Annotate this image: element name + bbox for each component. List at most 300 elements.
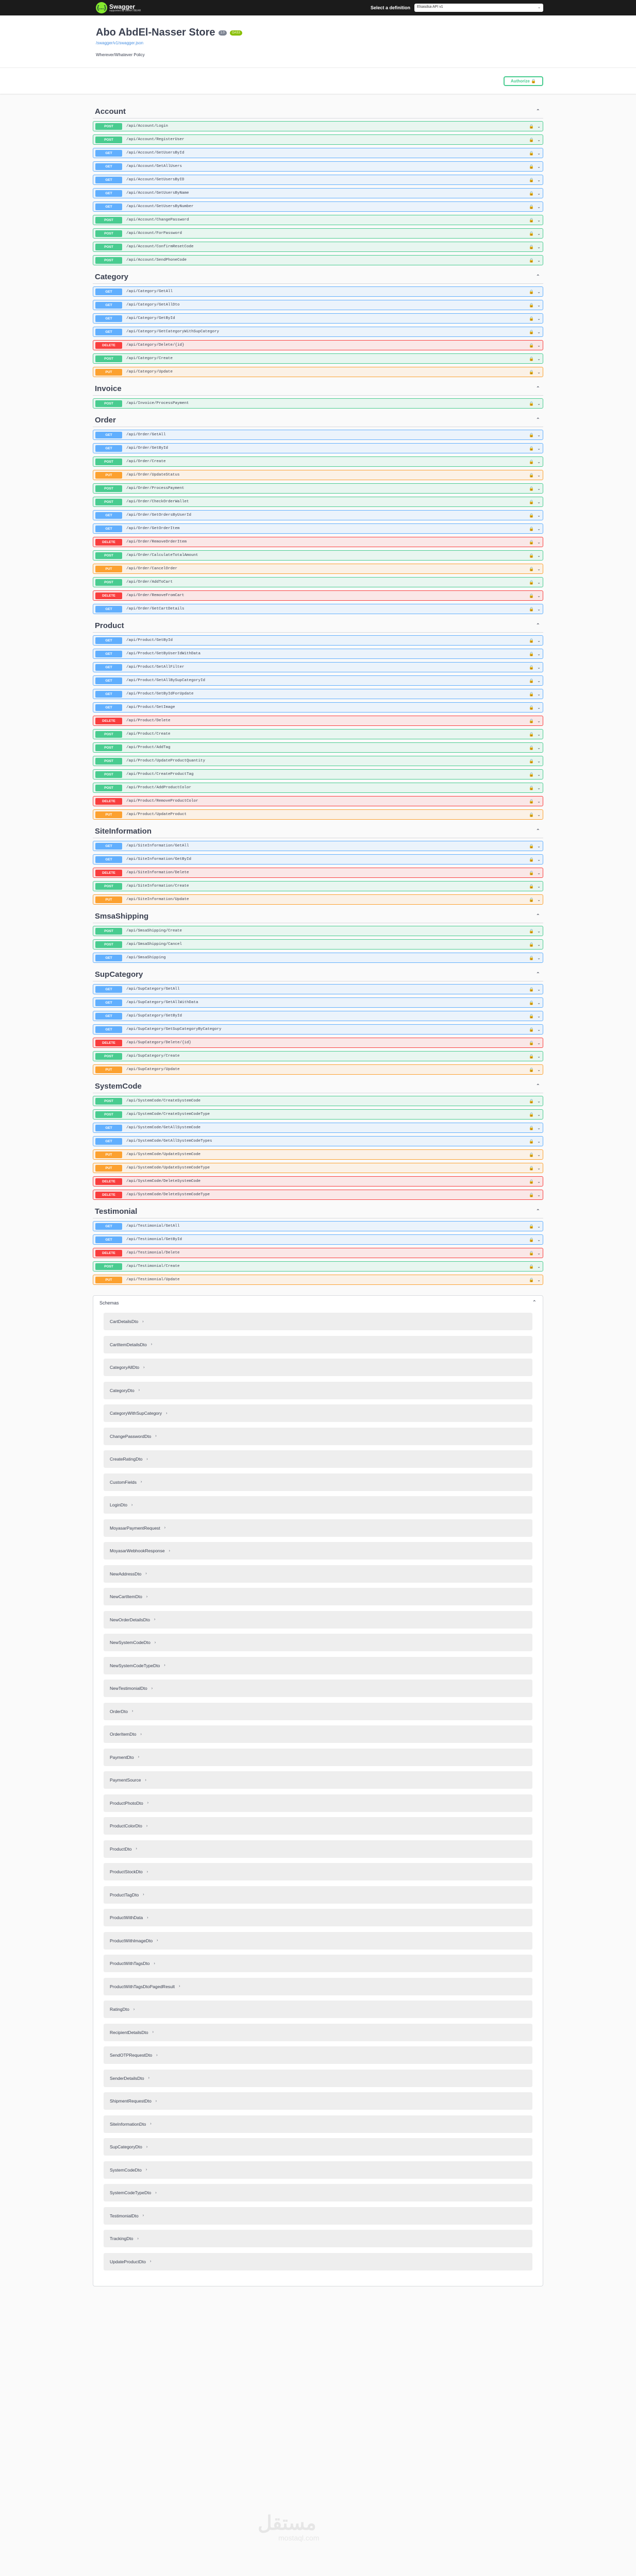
lock-icon[interactable]: 🔒 bbox=[529, 1000, 534, 1005]
tag-header-smsashipping[interactable] bbox=[93, 910, 543, 923]
schema-model[interactable] bbox=[104, 2092, 532, 2110]
lock-icon[interactable]: 🔒 bbox=[529, 745, 534, 750]
tag-name: SystemCode bbox=[95, 1082, 142, 1091]
schema-model[interactable] bbox=[104, 1817, 532, 1835]
operation-row[interactable] bbox=[93, 881, 543, 891]
chevron-down-icon[interactable]: ⌄ bbox=[537, 302, 541, 308]
lock-icon[interactable]: 🔒 bbox=[529, 164, 534, 169]
operation-row[interactable] bbox=[93, 729, 543, 739]
tag-header-siteinformation[interactable] bbox=[93, 825, 543, 838]
schema-model[interactable] bbox=[104, 1542, 532, 1560]
chevron-down-icon[interactable]: ⌄ bbox=[537, 316, 541, 321]
chevron-down-icon[interactable]: ⌄ bbox=[537, 566, 541, 571]
operation-row[interactable] bbox=[93, 201, 543, 212]
definition-dropdown[interactable] bbox=[414, 4, 543, 12]
operation-row[interactable] bbox=[93, 662, 543, 672]
chevron-down-icon[interactable]: ⌄ bbox=[537, 1000, 541, 1005]
lock-icon[interactable]: 🔒 bbox=[529, 356, 534, 361]
lock-icon[interactable]: 🔒 bbox=[529, 124, 534, 129]
operation-row[interactable] bbox=[93, 675, 543, 686]
chevron-down-icon[interactable]: ⌄ bbox=[537, 665, 541, 670]
chevron-up-icon: ⌃ bbox=[535, 109, 540, 114]
operation-row[interactable] bbox=[93, 1190, 543, 1200]
operation-row[interactable] bbox=[93, 550, 543, 561]
method-badge: POST bbox=[95, 137, 122, 143]
lock-icon[interactable]: 🔒 bbox=[529, 651, 534, 656]
authorize-button[interactable] bbox=[504, 76, 543, 86]
chevron-down-icon[interactable]: ⌄ bbox=[537, 369, 541, 375]
chevron-down-icon[interactable]: ⌄ bbox=[537, 204, 541, 209]
chevron-down-icon[interactable]: ⌄ bbox=[537, 1250, 541, 1256]
lock-icon[interactable]: 🔒 bbox=[529, 204, 534, 209]
lock-icon[interactable]: 🔒 bbox=[529, 942, 534, 947]
lock-icon[interactable]: 🔒 bbox=[529, 799, 534, 804]
operation-row[interactable] bbox=[93, 353, 543, 364]
lock-icon[interactable]: 🔒 bbox=[529, 606, 534, 612]
operation-row[interactable] bbox=[93, 1123, 543, 1133]
schema-model[interactable] bbox=[104, 1886, 532, 1904]
chevron-down-icon[interactable]: ⌄ bbox=[537, 553, 541, 558]
chevron-down-icon[interactable]: ⌄ bbox=[537, 593, 541, 598]
chevron-right-icon: › bbox=[154, 1961, 155, 1965]
operation-row[interactable] bbox=[93, 635, 543, 646]
lock-icon[interactable]: 🔒 bbox=[529, 1027, 534, 1032]
operation-row[interactable] bbox=[93, 510, 543, 520]
chevron-down-icon[interactable]: ⌄ bbox=[537, 1098, 541, 1104]
chevron-down-icon[interactable]: ⌄ bbox=[537, 1152, 541, 1157]
operation-row[interactable] bbox=[93, 1149, 543, 1160]
schema-model[interactable] bbox=[104, 1794, 532, 1812]
lock-icon[interactable]: 🔒 bbox=[529, 1139, 534, 1144]
chevron-down-icon[interactable]: ⌄ bbox=[537, 513, 541, 518]
operation-row[interactable] bbox=[93, 523, 543, 534]
model-name: CartItemDetailsDto bbox=[110, 1342, 147, 1347]
schema-model[interactable] bbox=[104, 1863, 532, 1880]
schema-model[interactable] bbox=[104, 2184, 532, 2201]
operation-row[interactable] bbox=[93, 783, 543, 793]
operation-row[interactable] bbox=[93, 228, 543, 239]
chevron-down-icon[interactable]: ⌄ bbox=[537, 870, 541, 875]
chevron-down-icon[interactable]: ⌄ bbox=[537, 539, 541, 545]
chevron-down-icon[interactable]: ⌄ bbox=[537, 1067, 541, 1072]
operation-row[interactable] bbox=[93, 161, 543, 172]
lock-icon[interactable]: 🔒 bbox=[529, 718, 534, 723]
operation-row[interactable] bbox=[93, 702, 543, 713]
chevron-down-icon[interactable]: ⌄ bbox=[537, 164, 541, 169]
operation-row[interactable] bbox=[93, 1024, 543, 1035]
lock-icon[interactable]: 🔒 bbox=[529, 289, 534, 294]
schema-model[interactable] bbox=[104, 2070, 532, 2087]
schema-model[interactable] bbox=[104, 1749, 532, 1766]
operation-row[interactable] bbox=[93, 1163, 543, 1173]
operation-row[interactable] bbox=[93, 1221, 543, 1231]
operation-row[interactable] bbox=[93, 649, 543, 659]
lock-icon[interactable]: 🔒 bbox=[529, 732, 534, 737]
lock-icon[interactable]: 🔒 bbox=[529, 1152, 534, 1157]
lock-icon[interactable]: 🔒 bbox=[529, 1125, 534, 1130]
lock-icon[interactable]: 🔒 bbox=[529, 1067, 534, 1072]
operation-row[interactable] bbox=[93, 497, 543, 507]
chevron-down-icon[interactable]: ⌄ bbox=[537, 799, 541, 804]
chevron-down-icon[interactable]: ⌄ bbox=[537, 580, 541, 585]
lock-icon[interactable]: 🔒 bbox=[529, 705, 534, 710]
operation-row[interactable] bbox=[93, 255, 543, 265]
chevron-down-icon[interactable]: ⌄ bbox=[537, 432, 541, 437]
schema-model[interactable] bbox=[104, 1496, 532, 1514]
schema-model[interactable] bbox=[104, 2230, 532, 2247]
chevron-down-icon[interactable]: ⌄ bbox=[537, 446, 541, 451]
lock-icon[interactable]: 🔒 bbox=[529, 785, 534, 790]
schema-model[interactable] bbox=[104, 2115, 532, 2133]
lock-icon[interactable]: 🔒 bbox=[529, 1250, 534, 1256]
lock-icon[interactable]: 🔒 bbox=[529, 1013, 534, 1019]
chevron-down-icon[interactable]: ⌄ bbox=[537, 1027, 541, 1032]
chevron-down-icon[interactable]: ⌄ bbox=[537, 217, 541, 223]
operation-row[interactable] bbox=[93, 953, 543, 963]
chevron-down-icon[interactable]: ⌄ bbox=[537, 651, 541, 656]
method-badge: POST bbox=[95, 459, 122, 465]
schema-model[interactable] bbox=[104, 1771, 532, 1789]
operation-row[interactable] bbox=[93, 134, 543, 145]
chevron-down-icon[interactable]: ⌄ bbox=[537, 758, 541, 764]
operation-path: /api/Account/ChangePassword bbox=[126, 218, 189, 222]
operation-row[interactable] bbox=[93, 367, 543, 377]
operation-row[interactable] bbox=[93, 997, 543, 1008]
chevron-down-icon[interactable]: ⌄ bbox=[537, 472, 541, 478]
chevron-down-icon[interactable]: ⌄ bbox=[537, 177, 541, 182]
lock-icon[interactable]: 🔒 bbox=[529, 678, 534, 683]
operation-row[interactable] bbox=[93, 1064, 543, 1075]
chevron-down-icon[interactable]: ⌄ bbox=[537, 705, 541, 710]
lock-icon[interactable]: 🔒 bbox=[529, 329, 534, 334]
operation-row[interactable] bbox=[93, 242, 543, 252]
lock-icon[interactable]: 🔒 bbox=[529, 191, 534, 196]
lock-icon[interactable]: 🔒 bbox=[529, 459, 534, 464]
schema-model[interactable] bbox=[104, 2207, 532, 2225]
operation-row[interactable] bbox=[93, 443, 543, 453]
operation-row[interactable] bbox=[93, 1136, 543, 1146]
schema-model[interactable] bbox=[104, 1657, 532, 1674]
lock-icon[interactable]: 🔒 bbox=[529, 343, 534, 348]
lock-icon[interactable]: 🔒 bbox=[529, 1098, 534, 1104]
operation-row[interactable] bbox=[93, 894, 543, 905]
schema-model[interactable] bbox=[104, 1909, 532, 1926]
lock-icon[interactable]: 🔒 bbox=[529, 316, 534, 321]
lock-icon[interactable]: 🔒 bbox=[529, 691, 534, 697]
lock-icon[interactable]: 🔒 bbox=[529, 897, 534, 902]
chevron-down-icon[interactable]: ⌄ bbox=[537, 137, 541, 142]
chevron-down-icon[interactable]: ⌄ bbox=[537, 1264, 541, 1269]
operation-row[interactable] bbox=[93, 716, 543, 726]
operation-row[interactable] bbox=[93, 483, 543, 494]
operation-row[interactable] bbox=[93, 1234, 543, 1245]
schema-model[interactable] bbox=[104, 2253, 532, 2270]
chevron-right-icon: › bbox=[155, 2099, 157, 2103]
chevron-down-icon[interactable]: ⌄ bbox=[537, 1192, 541, 1197]
schema-model[interactable] bbox=[104, 1519, 532, 1537]
chevron-down-icon[interactable]: ⌄ bbox=[537, 638, 541, 643]
chevron-down-icon[interactable]: ⌄ bbox=[537, 745, 541, 750]
schema-model[interactable] bbox=[104, 1703, 532, 1720]
chevron-down-icon[interactable]: ⌄ bbox=[537, 678, 541, 683]
lock-icon[interactable]: 🔒 bbox=[529, 843, 534, 849]
operation-row[interactable] bbox=[93, 537, 543, 547]
operation-row[interactable] bbox=[93, 340, 543, 350]
chevron-down-icon[interactable]: ⌄ bbox=[537, 1054, 541, 1059]
lock-icon[interactable]: 🔒 bbox=[529, 177, 534, 182]
operation-row[interactable] bbox=[93, 604, 543, 614]
lock-icon[interactable]: 🔒 bbox=[529, 472, 534, 478]
chevron-down-icon[interactable]: ⌄ bbox=[537, 785, 541, 790]
model-name: ProductDto bbox=[110, 1846, 132, 1852]
operation-row[interactable] bbox=[93, 188, 543, 198]
chevron-down-icon[interactable]: ⌄ bbox=[537, 401, 541, 406]
chevron-down-icon[interactable]: ⌄ bbox=[537, 718, 541, 723]
lock-icon[interactable]: 🔒 bbox=[529, 593, 534, 598]
operation-row[interactable] bbox=[93, 590, 543, 601]
chevron-down-icon[interactable]: ⌄ bbox=[537, 459, 541, 464]
lock-icon[interactable]: 🔒 bbox=[529, 1040, 534, 1045]
schema-model[interactable] bbox=[104, 1955, 532, 1972]
operation-row[interactable] bbox=[93, 577, 543, 587]
lock-icon[interactable]: 🔒 bbox=[529, 638, 534, 643]
lock-icon[interactable]: 🔒 bbox=[529, 446, 534, 451]
schema-model[interactable] bbox=[104, 1725, 532, 1743]
chevron-down-icon[interactable]: ⌄ bbox=[537, 244, 541, 249]
lock-icon[interactable]: 🔒 bbox=[529, 580, 534, 585]
chevron-down-icon[interactable]: ⌄ bbox=[537, 1224, 541, 1229]
chevron-down-icon[interactable]: ⌄ bbox=[537, 499, 541, 504]
chevron-down-icon[interactable]: ⌄ bbox=[537, 928, 541, 934]
operation-row[interactable] bbox=[93, 1096, 543, 1106]
schema-model[interactable] bbox=[104, 1382, 532, 1399]
operation-row[interactable] bbox=[93, 564, 543, 574]
chevron-down-icon[interactable]: ⌄ bbox=[537, 955, 541, 960]
lock-icon[interactable]: 🔒 bbox=[529, 1224, 534, 1229]
topbar bbox=[0, 0, 636, 15]
operation-row[interactable] bbox=[93, 689, 543, 699]
lock-icon[interactable]: 🔒 bbox=[529, 486, 534, 491]
lock-icon[interactable]: 🔒 bbox=[529, 1277, 534, 1282]
chevron-right-icon: › bbox=[150, 2122, 152, 2126]
lock-icon[interactable]: 🔒 bbox=[529, 955, 534, 960]
lock-icon[interactable]: 🔒 bbox=[529, 566, 534, 571]
chevron-right-icon: › bbox=[146, 1595, 148, 1599]
lock-icon[interactable]: 🔒 bbox=[529, 857, 534, 862]
schema-model[interactable] bbox=[104, 1565, 532, 1583]
operation-row[interactable] bbox=[93, 809, 543, 820]
chevron-down-icon[interactable]: ⌄ bbox=[537, 606, 541, 612]
lock-icon[interactable]: 🔒 bbox=[529, 513, 534, 518]
operation-row[interactable] bbox=[93, 175, 543, 185]
chevron-down-icon[interactable]: ⌄ bbox=[537, 987, 541, 992]
operation-row[interactable] bbox=[93, 796, 543, 806]
lock-icon[interactable]: 🔒 bbox=[529, 244, 534, 249]
tag-header-category[interactable] bbox=[93, 270, 543, 284]
operation-row[interactable] bbox=[93, 868, 543, 878]
operation-row[interactable] bbox=[93, 1051, 543, 1061]
lock-icon[interactable]: 🔒 bbox=[529, 369, 534, 375]
chevron-down-icon[interactable]: ⌄ bbox=[537, 1040, 541, 1045]
lock-icon[interactable]: 🔒 bbox=[529, 928, 534, 934]
chevron-down-icon[interactable]: ⌄ bbox=[537, 356, 541, 361]
chevron-down-icon[interactable]: ⌄ bbox=[537, 1179, 541, 1184]
schemas-title: Schemas bbox=[99, 1300, 119, 1306]
schema-model[interactable] bbox=[104, 1336, 532, 1353]
schema-model[interactable] bbox=[104, 1450, 532, 1468]
schema-model[interactable] bbox=[104, 1473, 532, 1491]
operation-row[interactable] bbox=[93, 984, 543, 994]
schema-model[interactable] bbox=[104, 1588, 532, 1605]
lock-icon[interactable]: 🔒 bbox=[529, 1192, 534, 1197]
chevron-down-icon[interactable]: ⌄ bbox=[537, 897, 541, 902]
lock-icon[interactable]: 🔒 bbox=[529, 772, 534, 777]
lock-icon[interactable]: 🔒 bbox=[529, 812, 534, 817]
lock-icon[interactable]: 🔒 bbox=[529, 217, 534, 223]
schema-model[interactable] bbox=[104, 2138, 532, 2156]
lock-icon[interactable]: 🔒 bbox=[529, 150, 534, 156]
chevron-down-icon[interactable]: ⌄ bbox=[537, 343, 541, 348]
operation-row[interactable] bbox=[93, 121, 543, 131]
operation-row[interactable] bbox=[93, 926, 543, 936]
operation-row[interactable] bbox=[93, 1275, 543, 1285]
chevron-up-icon: ⌃ bbox=[535, 386, 540, 392]
lock-icon[interactable]: 🔒 bbox=[529, 526, 534, 531]
lock-icon[interactable]: 🔒 bbox=[529, 1179, 534, 1184]
schema-model[interactable] bbox=[104, 1978, 532, 1995]
operation-row[interactable] bbox=[93, 398, 543, 409]
operation-row[interactable] bbox=[93, 1038, 543, 1048]
chevron-down-icon[interactable]: ⌄ bbox=[537, 942, 541, 947]
schema-model[interactable] bbox=[104, 2001, 532, 2018]
operation-row[interactable] bbox=[93, 1011, 543, 1021]
tag-header-systemcode[interactable] bbox=[93, 1080, 543, 1093]
chevron-down-icon[interactable]: ⌄ bbox=[537, 857, 541, 862]
operation-row[interactable] bbox=[93, 327, 543, 337]
operation-row[interactable] bbox=[93, 286, 543, 297]
lock-icon[interactable]: 🔒 bbox=[529, 1165, 534, 1171]
chevron-down-icon[interactable]: ⌄ bbox=[537, 289, 541, 294]
lock-icon[interactable]: 🔒 bbox=[529, 258, 534, 263]
lock-icon[interactable]: 🔒 bbox=[529, 137, 534, 142]
chevron-down-icon[interactable]: ⌄ bbox=[537, 191, 541, 196]
operation-row[interactable] bbox=[93, 854, 543, 865]
schemas-header[interactable] bbox=[98, 1300, 538, 1313]
chevron-down-icon[interactable]: ⌄ bbox=[537, 772, 541, 777]
operation-row[interactable] bbox=[93, 1109, 543, 1120]
schema-model[interactable] bbox=[104, 1680, 532, 1697]
lock-icon[interactable]: 🔒 bbox=[529, 432, 534, 437]
chevron-down-icon[interactable]: ⌄ bbox=[537, 884, 541, 889]
chevron-down-icon[interactable]: ⌄ bbox=[537, 732, 541, 737]
swagger-json-link[interactable]: /swagger/v1/swagger.json bbox=[96, 41, 144, 45]
chevron-down-icon[interactable]: ⌄ bbox=[537, 1013, 541, 1019]
swagger-brand[interactable] bbox=[96, 2, 141, 13]
chevron-down-icon[interactable]: ⌄ bbox=[537, 1125, 541, 1130]
chevron-down-icon[interactable]: ⌄ bbox=[537, 124, 541, 129]
schema-model[interactable] bbox=[104, 1359, 532, 1376]
tag-header-invoice[interactable] bbox=[93, 382, 543, 396]
lock-icon[interactable]: 🔒 bbox=[529, 553, 534, 558]
schema-model[interactable] bbox=[104, 2046, 532, 2064]
schema-model[interactable] bbox=[104, 1932, 532, 1950]
operation-row[interactable] bbox=[93, 148, 543, 158]
operation-row[interactable] bbox=[93, 841, 543, 851]
chevron-down-icon[interactable]: ⌄ bbox=[537, 1112, 541, 1117]
chevron-down-icon[interactable]: ⌄ bbox=[537, 1237, 541, 1242]
lock-icon[interactable]: 🔒 bbox=[529, 499, 534, 504]
lock-icon[interactable]: 🔒 bbox=[529, 884, 534, 889]
operation-row[interactable] bbox=[93, 456, 543, 467]
chevron-down-icon[interactable]: ⌄ bbox=[537, 486, 541, 491]
lock-icon[interactable]: 🔒 bbox=[529, 758, 534, 764]
schema-model[interactable] bbox=[104, 1840, 532, 1858]
chevron-down-icon[interactable]: ⌄ bbox=[537, 1277, 541, 1282]
operation-row[interactable] bbox=[93, 215, 543, 225]
chevron-down-icon[interactable]: ⌄ bbox=[537, 526, 541, 531]
lock-icon[interactable]: 🔒 bbox=[529, 870, 534, 875]
schema-model[interactable] bbox=[104, 1313, 532, 1330]
operation-row[interactable] bbox=[93, 939, 543, 950]
lock-icon[interactable]: 🔒 bbox=[529, 401, 534, 406]
tag-header-account[interactable] bbox=[93, 105, 543, 118]
chevron-down-icon[interactable]: ⌄ bbox=[537, 691, 541, 697]
lock-icon[interactable]: 🔒 bbox=[529, 1264, 534, 1269]
watermark-sub: mostaql.com bbox=[278, 2534, 320, 2542]
lock-icon[interactable]: 🔒 bbox=[529, 231, 534, 236]
lock-icon[interactable]: 🔒 bbox=[529, 1054, 534, 1059]
operation-row[interactable] bbox=[93, 300, 543, 310]
chevron-down-icon[interactable]: ⌄ bbox=[537, 329, 541, 334]
lock-icon[interactable]: 🔒 bbox=[529, 987, 534, 992]
schema-model[interactable] bbox=[104, 1611, 532, 1629]
tag-header-product[interactable] bbox=[93, 619, 543, 633]
lock-icon[interactable]: 🔒 bbox=[529, 539, 534, 545]
chevron-down-icon[interactable]: ⌄ bbox=[537, 258, 541, 263]
chevron-down-icon[interactable]: ⌄ bbox=[537, 231, 541, 236]
method-badge: GET bbox=[95, 1236, 122, 1243]
operation-row[interactable] bbox=[93, 1261, 543, 1272]
tag-header-order[interactable] bbox=[93, 414, 543, 427]
tag-name: Product bbox=[95, 621, 124, 630]
schema-model[interactable] bbox=[104, 1428, 532, 1445]
schema-model[interactable] bbox=[104, 2024, 532, 2041]
schema-model[interactable] bbox=[104, 1404, 532, 1422]
operation-path: /api/Account/GetUsersById bbox=[126, 151, 185, 155]
operation-row[interactable] bbox=[93, 430, 543, 440]
lock-icon[interactable]: 🔒 bbox=[529, 1237, 534, 1242]
operation-row[interactable] bbox=[93, 1248, 543, 1258]
operation-row[interactable] bbox=[93, 756, 543, 766]
schema-model[interactable] bbox=[104, 1634, 532, 1651]
schema-model[interactable] bbox=[104, 2161, 532, 2179]
lock-icon[interactable]: 🔒 bbox=[529, 302, 534, 308]
operation-row[interactable] bbox=[93, 769, 543, 779]
tag-header-supcategory[interactable] bbox=[93, 968, 543, 981]
tag-header-testimonial[interactable] bbox=[93, 1205, 543, 1218]
chevron-down-icon[interactable]: ⌄ bbox=[537, 1139, 541, 1144]
operation-row[interactable] bbox=[93, 470, 543, 480]
chevron-down-icon[interactable]: ⌄ bbox=[537, 1165, 541, 1171]
operation-row[interactable] bbox=[93, 313, 543, 324]
operation-row[interactable] bbox=[93, 742, 543, 753]
chevron-down-icon[interactable]: ⌄ bbox=[537, 150, 541, 156]
operation-row[interactable] bbox=[93, 1176, 543, 1187]
chevron-down-icon[interactable]: ⌄ bbox=[537, 843, 541, 849]
chevron-down-icon[interactable]: ⌄ bbox=[537, 812, 541, 817]
lock-icon[interactable]: 🔒 bbox=[529, 1112, 534, 1117]
lock-icon[interactable]: 🔒 bbox=[529, 665, 534, 670]
